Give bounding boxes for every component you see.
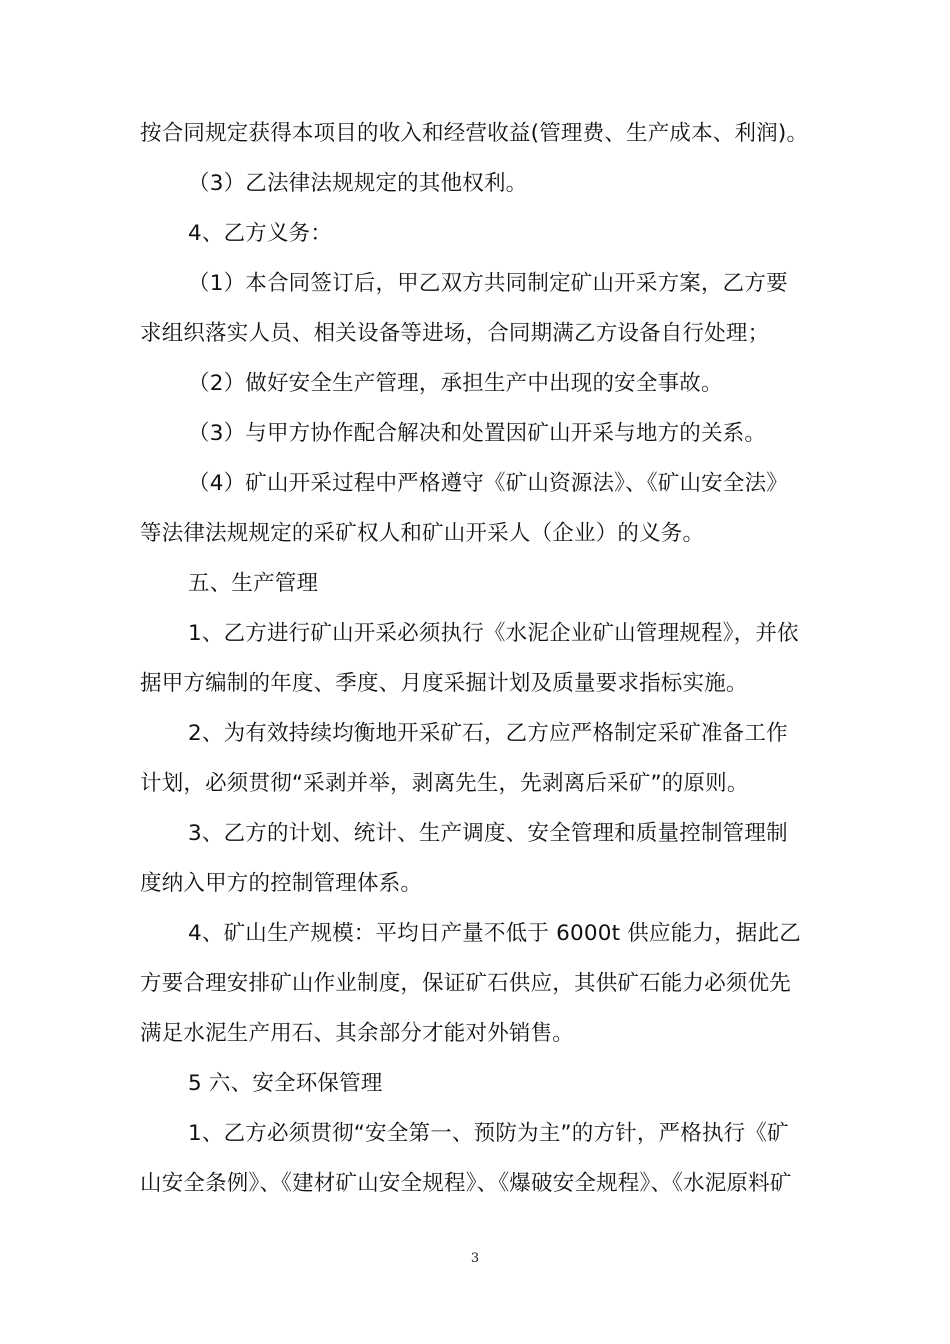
text-line: 据甲方编制的年度、季度、月度采掘计划及质量要求指标实施。 [140,671,748,696]
text-line: 4、矿山生产规模：平均日产量不低于 6000t 供应能力，据此乙 [188,921,801,946]
document-body [140,109,820,1209]
text-line: （2）做好安全生产管理，承担生产中出现的安全事故。 [188,371,723,396]
text-line: （1）本合同签订后，甲乙双方共同制定矿山开采方案，乙方要 [188,271,788,296]
page-number: 3 [470,1251,480,1266]
text-line: 求组织落实人员、相关设备等进场，合同期满乙方设备自行处理； [140,321,770,346]
text-line: 等法律法规规定的采矿权人和矿山开采人（企业）的义务。 [140,521,705,546]
text-line: （3）与甲方协作配合解决和处置因矿山开采与地方的关系。 [188,421,767,446]
text-line: 方要合理安排矿山作业制度，保证矿石供应，其供矿石能力必须优先 [140,971,792,996]
text-line: 1、乙方必须贯彻“安全第一、预防为主”的方针，严格执行《矿 [188,1121,789,1146]
text-line: （3）乙法律法规规定的其他权利。 [188,171,528,196]
text-line: 度纳入甲方的控制管理体系。 [140,871,423,896]
text-line: 3、乙方的计划、统计、生产调度、安全管理和质量控制管理制 [188,821,788,846]
text-line: 1、乙方进行矿山开采必须执行《水泥企业矿山管理规程》，并依 [188,621,799,646]
text-line: 4、乙方义务： [188,221,333,246]
text-line: 五、生产管理 [188,571,319,596]
text-line: 按合同规定获得本项目的收入和经营收益(管理费、生产成本、利润)。 [140,121,809,146]
text-line: 计划，必须贯彻“采剥并举，剥离先生，先剥离后采矿”的原则。 [140,771,749,796]
text-line: 2、为有效持续均衡地开采矿石，乙方应严格制定采矿准备工作 [188,721,788,746]
text-line: 5 六、安全环保管理 [188,1071,383,1096]
text-line: 山安全条例》、《建材矿山安全规程》、《爆破安全规程》、《水泥原料矿 [140,1171,792,1196]
text-line: 满足水泥生产用石、其余部分才能对外销售。 [140,1021,575,1046]
text-line: （4）矿山开采过程中严格遵守《矿山资源法》、《矿山安全法》 [188,471,788,496]
